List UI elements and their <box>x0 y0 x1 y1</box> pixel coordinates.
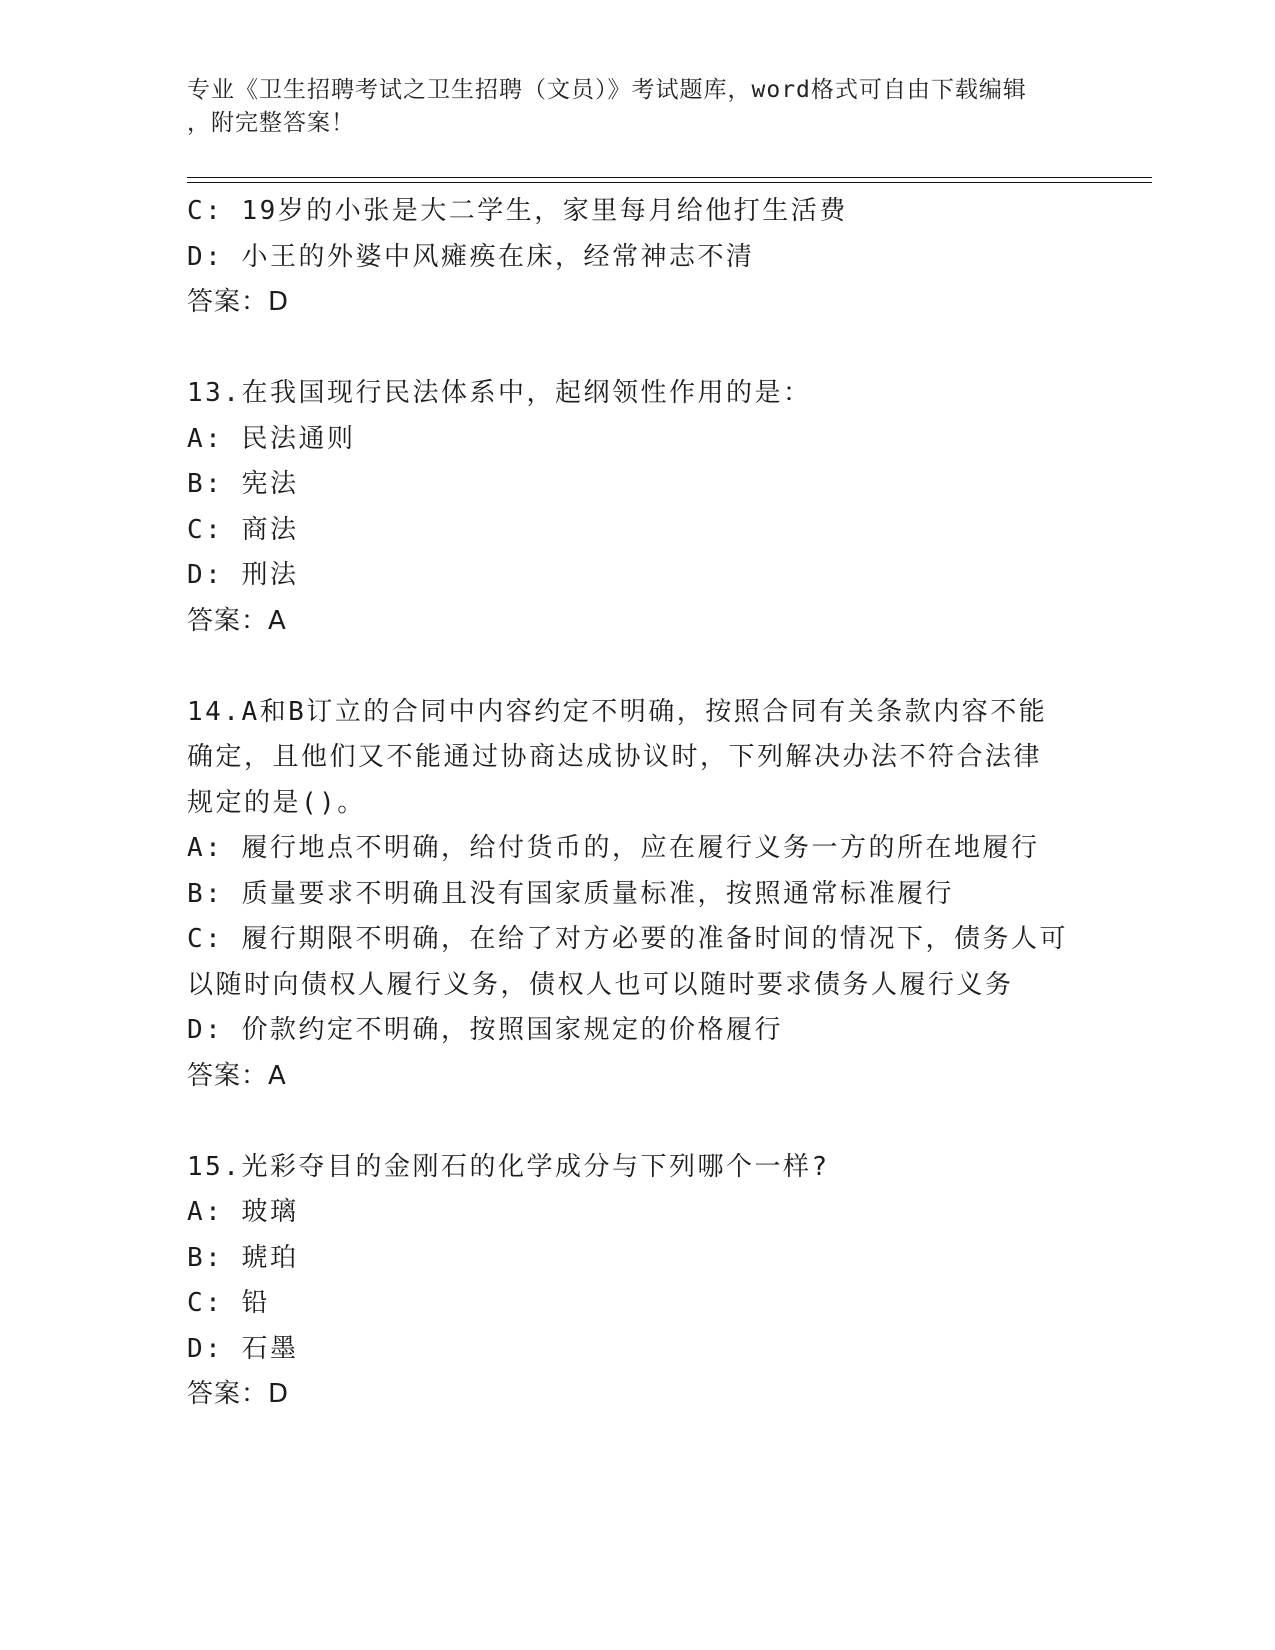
q14-stem-line-1: 14.A和B订立的合同中内容约定不明确，按照合同有关条款内容不能 <box>187 696 1048 727</box>
q15-option-b: B: 琥珀 <box>187 1242 299 1273</box>
q14-stem-line-3: 规定的是()。 <box>187 787 366 818</box>
spacer <box>187 644 1087 690</box>
question-12-tail <box>187 189 1087 326</box>
q13-option-a: A: 民法通则 <box>187 423 356 454</box>
q14-option-d: D: 价款约定不明确，按照国家规定的价格履行 <box>187 1015 783 1045</box>
q14-option-c-line-1: C: 履行期限不明确，在给了对方必要的准备时间的情况下，债务人可 <box>187 924 1068 954</box>
question-13 <box>187 371 1087 644</box>
q15-option-c: C: 铅 <box>187 1288 270 1318</box>
q14-option-a: A: 履行地点不明确，给付货币的，应在履行义务一方的所在地履行 <box>187 833 1040 863</box>
q12-option-c: C: 19岁的小张是大二学生，家里每月给他打生活费 <box>187 196 848 226</box>
q12-answer: 答案：D <box>187 287 290 317</box>
q12-option-d: D: 小王的外婆中风瘫痪在床，经常神志不清 <box>187 241 755 272</box>
header-rule-bottom <box>187 182 1152 183</box>
q14-option-b: B: 质量要求不明确且没有国家质量标准，按照通常标准履行 <box>187 878 954 909</box>
spacer <box>187 326 1087 372</box>
document-header <box>187 74 1077 140</box>
q15-option-d: D: 石墨 <box>187 1333 299 1364</box>
q14-stem-line-2: 确定，且他们又不能通过协商达成协议时，下列解决办法不符合法律 <box>187 742 1043 772</box>
header-rule-top <box>187 177 1152 178</box>
header-line-1: 专业《卫生招聘考试之卫生招聘（文员）》考试题库，word格式可自由下载编辑 <box>187 77 1027 103</box>
question-15 <box>187 1145 1087 1418</box>
q13-option-c: C: 商法 <box>187 514 299 545</box>
q15-answer: 答案：D <box>187 1379 290 1409</box>
question-14 <box>187 690 1087 1100</box>
question-list <box>187 189 1087 1418</box>
q14-option-c-line-2: 以随时向债权人履行义务，债权人也可以随时要求债务人履行义务 <box>187 969 1014 1000</box>
q15-stem: 15.光彩夺目的金刚石的化学成分与下列哪个一样? <box>187 1151 830 1182</box>
q13-stem: 13.在我国现行民法体系中，起纲领性作用的是： <box>187 378 812 408</box>
q15-option-a: A: 玻璃 <box>187 1197 299 1227</box>
header-line-2: ，附完整答案！ <box>187 110 355 136</box>
q13-answer: 答案：A <box>187 605 287 636</box>
q13-option-b: B: 宪法 <box>187 469 299 499</box>
q14-answer: 答案：A <box>187 1060 287 1091</box>
spacer <box>187 1099 1087 1145</box>
q13-option-d: D: 刑法 <box>187 560 299 590</box>
